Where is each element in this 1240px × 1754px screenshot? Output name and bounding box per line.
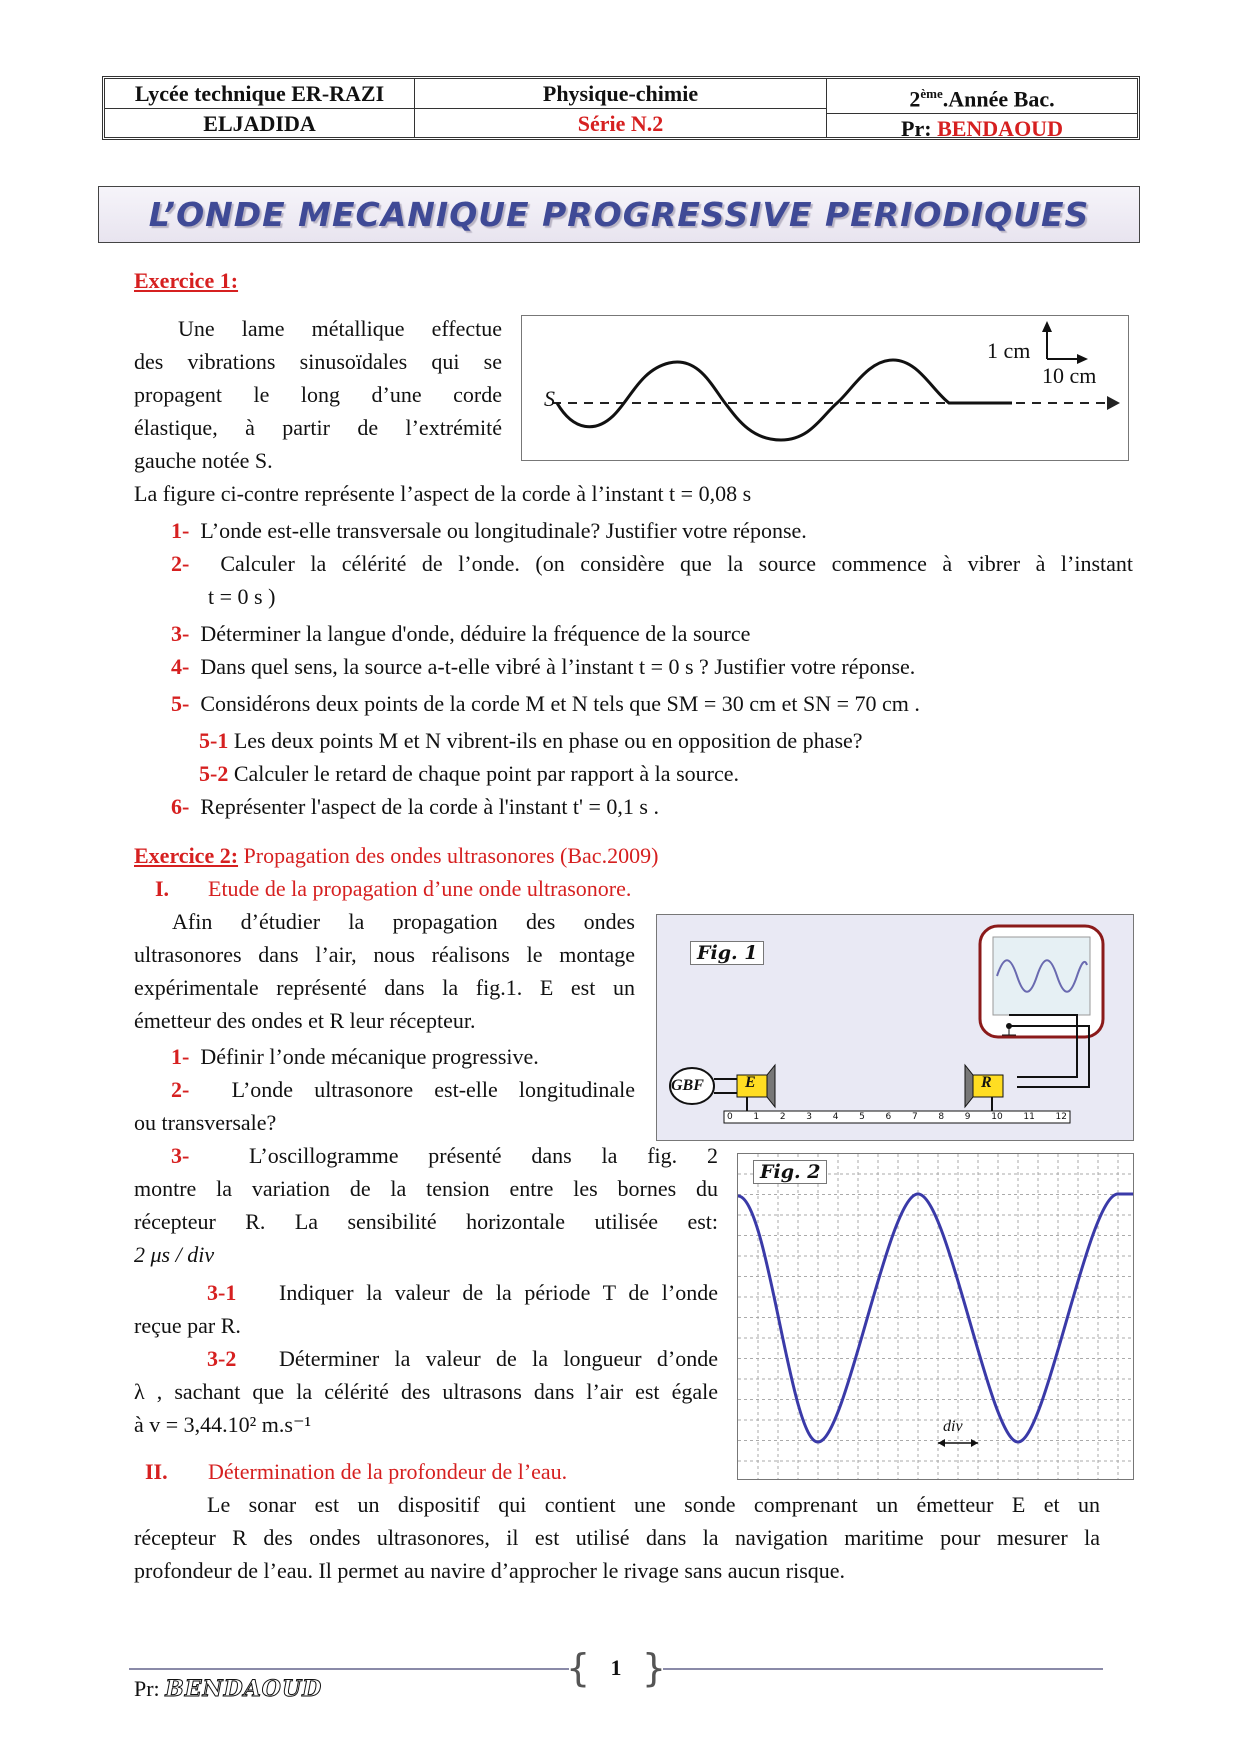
ruler-labels bbox=[727, 1112, 1067, 1122]
ruler-tick: 12 bbox=[1055, 1112, 1067, 1122]
ex2-p1-line: émetteur des ondes et R leur récepteur. bbox=[134, 1008, 476, 1033]
ex1-question: 2- Calculer la célérité de l’onde. (on considère que la source commence à vibrer à l’instant bbox=[171, 551, 1133, 576]
ex2-p1 bbox=[134, 905, 635, 1037]
ex2-q31-line: 3-1 Indiquer la valeur de la période T de l’onde bbox=[207, 1280, 718, 1305]
ex2-q3-line: 3- L’oscillogramme présenté dans la fig. 2 bbox=[171, 1143, 718, 1168]
ex2-q3-line: récepteur R. La sensibilité horizontale utilisée est: bbox=[134, 1209, 718, 1234]
fig2-svg bbox=[738, 1154, 1133, 1479]
emitter-cone bbox=[767, 1065, 775, 1107]
ex2-q32-cont: λ , sachant que la célérité des ultrasons dans l’air est égale bbox=[134, 1379, 718, 1404]
ex2-q1: 1- Définir l’onde mécanique progressive. bbox=[171, 1044, 539, 1069]
ex1-intro-line: des vibrations sinusoïdales qui se bbox=[134, 349, 502, 374]
horizontal-scale-label: 10 cm bbox=[1042, 363, 1097, 388]
ruler-tick: 10 bbox=[991, 1112, 1003, 1122]
ruler-tick: 2 bbox=[779, 1112, 786, 1122]
ex1-question: 3- Déterminer la langue d'onde, déduire la fréquence de la source bbox=[171, 621, 751, 646]
ex2-q3-line: montre la variation de la tension entre les bornes du bbox=[134, 1176, 718, 1201]
oscilloscope-screen bbox=[993, 937, 1090, 1015]
level: 2ème.Année Bac. bbox=[909, 86, 1055, 112]
page-title: L’ONDE MECANIQUE PROGRESSIVE PERIODIQUES bbox=[148, 195, 1090, 234]
header-table bbox=[102, 76, 1140, 140]
ruler-tick: 1 bbox=[753, 1112, 760, 1122]
ex1-figure-line: La figure ci-contre représente l’aspect de la corde à l’instant t = 0,08 s bbox=[134, 481, 752, 506]
ex2-q32 bbox=[134, 1342, 718, 1441]
ex1-question: 5-1 Les deux points M et N vibrent-ils en phase ou en opposition de phase? bbox=[199, 728, 863, 753]
fig2-oscillogram bbox=[737, 1153, 1134, 1480]
ex1-question: 5- Considérons deux points de la corde M et N tels que SM = 30 cm et SN = 70 cm . bbox=[171, 691, 920, 716]
ex1-heading: Exercice 1: bbox=[134, 268, 239, 293]
ex2-p1-line: Afin d’étudier la propagation des ondes bbox=[172, 909, 635, 934]
source-label: S bbox=[544, 386, 555, 411]
ruler-tick: 6 bbox=[885, 1112, 892, 1122]
ex2-q3 bbox=[134, 1139, 718, 1271]
school-name: Lycée technique ER-RAZI bbox=[134, 81, 385, 106]
ruler-tick: 4 bbox=[832, 1112, 839, 1122]
ex1-intro-line: Une lame métallique effectue bbox=[178, 316, 502, 341]
fig2-label: Fig. 2 bbox=[753, 1160, 827, 1184]
ex2-p2-line: profondeur de l’eau. Il permet au navire d’approcher le rivage sans aucun risque. bbox=[134, 1558, 846, 1583]
ex2-heading: Exercice 2: bbox=[134, 843, 239, 868]
rope-wave-svg bbox=[522, 316, 1128, 460]
ex2-p1-line: expérimentale représenté dans la fig.1. E est un bbox=[134, 975, 635, 1000]
ex2-p2-line: Le sonar est un dispositif qui contient une sonde comprenant un émetteur E et un bbox=[207, 1492, 1100, 1517]
emitter-label: E bbox=[745, 1074, 756, 1091]
ex2-q31-cont: reçue par R. bbox=[134, 1313, 241, 1338]
oscillogram-signal bbox=[738, 1194, 1133, 1442]
receiver-label: R bbox=[981, 1074, 992, 1091]
series: Série N.2 bbox=[415, 108, 826, 138]
subject: Physique-chimie bbox=[542, 81, 699, 106]
ex2-q32-line: 3-2 Déterminer la valeur de la longueur d’onde bbox=[207, 1346, 718, 1371]
scale-vertical-arrow bbox=[1042, 321, 1052, 332]
axis-arrow bbox=[1107, 396, 1120, 410]
rope-wave bbox=[557, 360, 969, 440]
ruler-tick: 7 bbox=[911, 1112, 918, 1122]
ex2-q3-line: 2 μs / div bbox=[134, 1242, 215, 1267]
ex1-intro-line: élastique, à partir de l’extrémité bbox=[134, 415, 502, 440]
div-label: div bbox=[943, 1418, 963, 1435]
ex2-subtitle: Propagation des ondes ultrasonores (Bac.2009) bbox=[243, 843, 659, 868]
ex2-q32-cont: à v = 3,44.10² m.s⁻¹ bbox=[134, 1412, 312, 1437]
ex2-q2: 2- L’onde ultrasonore est-elle longitudinale bbox=[171, 1077, 635, 1102]
ex1-question: 1- L’onde est-elle transversale ou longitudinale? Justifier votre réponse. bbox=[171, 518, 807, 543]
header-school-cell bbox=[105, 79, 415, 137]
ex1-intro-line: gauche notée S. bbox=[134, 448, 273, 473]
ex1-intro bbox=[134, 312, 502, 477]
page-number: 1 bbox=[610, 1655, 622, 1680]
ex1-question: 4- Dans quel sens, la source a-t-elle vibré à l’instant t = 0 s ? Justifier votre réponse. bbox=[171, 654, 916, 679]
teacher: Pr: BENDAOUD bbox=[827, 113, 1137, 143]
fig1-setup bbox=[656, 914, 1134, 1141]
footer-author: Pr: BENDAOUD bbox=[134, 1676, 323, 1702]
title-banner bbox=[98, 186, 1140, 243]
ex1-question-cont: t = 0 s ) bbox=[208, 584, 276, 609]
header-level-cell bbox=[827, 79, 1137, 142]
school-city: ELJADIDA bbox=[105, 108, 414, 138]
ruler-tick: 5 bbox=[859, 1112, 865, 1122]
ex1-rope-figure bbox=[521, 315, 1129, 461]
oscillogram-grid bbox=[738, 1154, 1133, 1479]
ex2-heading-line bbox=[134, 839, 1134, 872]
ex2-p2-line: récepteur R des ondes ultrasonores, il est utilisé dans la navigation maritime pour mesurer la bbox=[134, 1525, 1100, 1550]
page-number-box bbox=[566, 1648, 666, 1692]
ex1-question: 5-2 Calculer le retard de chaque point par rapport à la source. bbox=[199, 761, 739, 786]
brace-left: { bbox=[566, 1646, 591, 1690]
ex2-p1-line: ultrasonores dans l’air, nous réalisons le montage bbox=[134, 942, 635, 967]
ex1-question: 6- Représenter l'aspect de la corde à l'instant t' = 0,1 s . bbox=[171, 794, 659, 819]
ex2-p2 bbox=[134, 1488, 1100, 1587]
footer-line-left bbox=[129, 1668, 569, 1670]
footer-line-right bbox=[663, 1668, 1103, 1670]
ruler-tick: 11 bbox=[1023, 1112, 1035, 1122]
ex2-part1: I. Etude de la propagation d’une onde ultrasonore. bbox=[155, 876, 632, 901]
ex2-q31 bbox=[134, 1276, 718, 1342]
brace-right: } bbox=[641, 1646, 666, 1690]
div-arrow-left bbox=[938, 1439, 945, 1447]
ex2-part2: II. Détermination de la profondeur de l’eau. bbox=[145, 1459, 568, 1484]
header-subject-cell bbox=[415, 79, 827, 137]
fig1-label: Fig. 1 bbox=[690, 941, 764, 965]
ruler-tick: 0 bbox=[727, 1112, 733, 1122]
ruler-tick: 8 bbox=[938, 1112, 945, 1122]
ruler-tick: 3 bbox=[806, 1112, 812, 1122]
footer-name: BENDAOUD bbox=[165, 1676, 323, 1702]
ruler-tick: 9 bbox=[964, 1112, 971, 1122]
vertical-scale-label: 1 cm bbox=[987, 338, 1031, 363]
receiver-cone bbox=[965, 1065, 973, 1107]
gbf-label: GBF bbox=[671, 1077, 704, 1094]
ex2-q2-cont: ou transversale? bbox=[134, 1110, 277, 1135]
ex1-intro-line: propagent le long d’une corde bbox=[134, 382, 502, 407]
